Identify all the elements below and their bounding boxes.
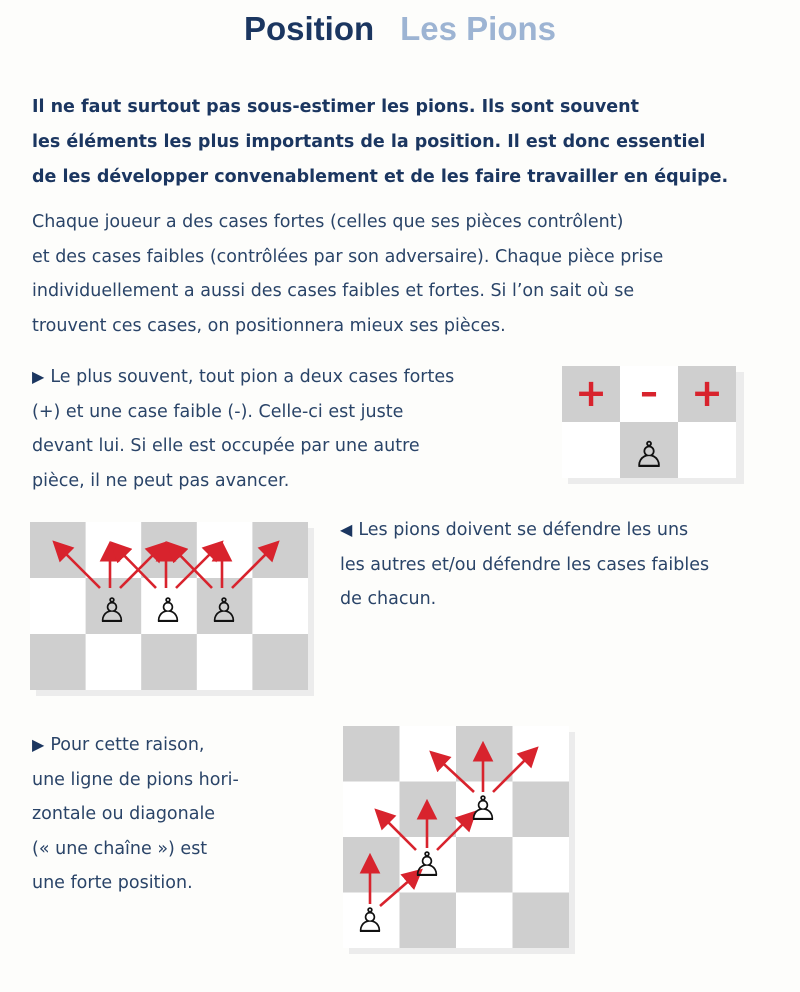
dark-square [30,634,86,690]
dark-square [456,837,513,893]
tip1-line: (+) et une case faible (-). Celle-ci est juste [32,401,404,422]
tip-3 [32,728,239,901]
pawn-icon: ♙ [96,591,128,631]
tip3-line: Pour cette raison, [50,735,205,755]
pawn-icon: ♙ [632,435,666,476]
tip3-line: une ligne de pions hori- [32,769,239,790]
paragraph-line: Chaque joueur a des cases fortes (celles que ses pièces contrôlent) [32,212,624,232]
weak-square-minus: – [640,372,658,413]
paragraph-line: individuellement a aussi des cases faibles et fortes. Si l’on sait où se [32,281,635,301]
pawn-icon: ♙ [208,591,240,631]
paragraph-line: et des cases faibles (contrôlées par son adversaire). Chaque pièce prise [32,246,664,267]
intro-line: de les développer convenablement et de les faire travailler en équipe. [32,167,729,187]
dark-square [252,634,308,690]
title-position: Position [243,10,375,47]
pawn-icon: ♙ [411,845,443,885]
dark-square [343,726,400,782]
tip1-line: Le plus souvent, tout pion a deux cases fortes [50,367,455,387]
dark-square [252,522,308,578]
light-square [562,422,620,478]
tip3-line: (« une chaîne ») est [32,838,208,859]
diagram-pawn-row [30,522,308,690]
page-title [0,10,800,48]
dark-square [30,522,86,578]
paragraph-line: trouvent ces cases, on positionnera mieux ses pièces. [32,315,506,336]
tip-1 [32,360,454,498]
tip1-line: pièce, il ne peut pas avancer. [32,470,290,491]
diagram-strong-weak-squares [562,366,738,478]
dark-square [141,634,197,690]
title-les-pions: Les Pions [400,10,557,47]
intro-paragraph [32,90,782,195]
tip2-line: de chacun. [340,589,437,609]
triangle-right-icon: ▶ [32,735,45,754]
tip1-line: devant lui. Si elle est occupée par une autre [32,436,420,456]
tip2-line: les autres et/ou défendre les cases faibles [340,554,710,575]
dark-square [400,893,457,949]
tip3-line: zontale ou diagonale [32,804,216,824]
dark-square [513,782,570,838]
strong-square-plus: + [691,371,723,415]
pawn-icon: ♙ [354,901,386,941]
intro-line: Il ne faut surtout pas sous-estimer les pions. Ils sont souvent [32,97,639,117]
dark-square [141,522,197,578]
pawn-icon: ♙ [467,789,499,829]
dark-square [513,893,570,949]
light-square [678,422,736,478]
diagram-pawn-chain [343,726,569,948]
triangle-right-icon: ▶ [32,367,45,386]
body-paragraph [32,205,782,343]
tip2-line: Les pions doivent se défendre les uns [358,520,689,540]
tip-2 [340,513,709,617]
pawn-icon: ♙ [152,591,184,631]
intro-line: les éléments les plus importants de la position. Il est donc essentiel [32,132,706,152]
tip3-line: une forte position. [32,873,193,893]
triangle-left-icon: ◀ [340,520,353,539]
strong-square-plus: + [575,371,607,415]
